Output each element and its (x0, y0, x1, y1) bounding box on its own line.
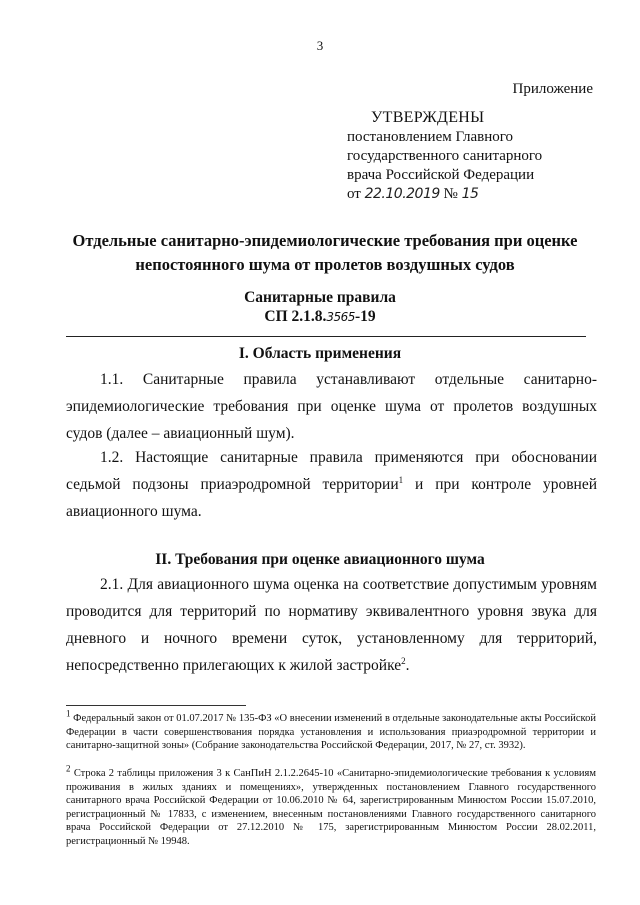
approved-stamp-text: УТВЕРЖДЕНЫ (371, 109, 485, 126)
footnote-1 (66, 708, 596, 753)
paragraph-2-1-text: 2.1. Для авиационного шума оценка на соответствие допустимым уровням проводится для территорий по нормативу эквивалентного уровня звука для дневного и ночного времени суток, установленному для территорий, непосредственно прилегающих к жилой застройке (66, 576, 597, 674)
handwritten-number: 15 (461, 186, 479, 202)
handwritten-date: 22.10.2019 (364, 186, 440, 202)
footnote-ref-1: 1 (398, 474, 404, 485)
paragraph-1-2 (66, 444, 597, 525)
footnote-2 (66, 763, 596, 848)
footnote-2-text: Строка 2 таблицы приложения 3 к СанПиН 2.1.2.2645-10 «Санитарно-эпидемиологические требования к условиям проживания в жилых зданиях и помещениях», утвержденных постановлением Главного государственного санитарного врача Российской Федерации от 10.06.2010 № 64, зарегистрированным Минюстом России 15.07.2010, регистрационный № 17833, с изменением, внесенным постановлениями Главного государственного санитарного врача Российской Федерации от 27.12.2010 № 175, зарегистрированным Минюстом России 28.02.2011, регистрационный № 19948. (66, 768, 596, 847)
paragraph-2-1-text-end: . (405, 657, 410, 674)
approval-line-3: врача Российской Федерации (347, 167, 535, 183)
appendix-label: Приложение (512, 81, 593, 97)
footnote-ref-2: 2 (401, 655, 406, 666)
date-prefix: от (347, 186, 361, 202)
rules-type: Санитарные правила (244, 289, 396, 306)
footnote-1-mark: 1 (66, 708, 71, 719)
footnote-divider (66, 705, 246, 706)
approval-line-1: постановлением Главного (347, 129, 514, 145)
paragraph-1-2-text-end: и при контроле уровней авиационного шума. (66, 476, 597, 520)
footnote-1-text: Федеральный закон от 01.07.2017 № 135-ФЗ «О внесении изменений в отдельные законодательные акты Российской Федерации в части совершенствования порядка установления и использования приаэродромной территории и санитарно-защитной зоны» (Собрание законодательства Российской Федерации, 2017, № 27, ст. 3932). (66, 713, 596, 751)
paragraph-1-2-text: 1.2. Настоящие санитарные правила применяются при обосновании седьмой подзоны приаэродромной территории (66, 449, 597, 493)
rules-code (0, 307, 640, 327)
rules-code-suffix: -19 (354, 308, 376, 325)
rules-code-prefix: СП 2.1.8. (264, 308, 327, 325)
section-2-heading: II. Требования при оценке авиационного шума (155, 551, 485, 568)
horizontal-divider (66, 336, 586, 337)
paragraph-1-1 (66, 366, 597, 447)
number-prefix: № (443, 186, 458, 202)
footnote-2-mark: 2 (66, 763, 71, 774)
paragraph-1-1-text: 1.1. Санитарные правила устанавливают отдельные санитарно-эпидемиологические требования при оценке шума от пролетов воздушных судов (далее – авиационный шум). (66, 371, 597, 442)
approval-block (347, 108, 542, 204)
paragraph-2-1 (66, 571, 597, 679)
document-title: Отдельные санитарно-эпидемиологические требования при оценке непостоянного шума от пролетов воздушных судов (72, 231, 578, 274)
handwritten-code-number: 3565 (326, 310, 355, 324)
section-1-heading: I. Область применения (238, 345, 402, 362)
rules-type-block (0, 288, 640, 327)
page-number: 3 (316, 38, 324, 53)
approval-date-line (347, 185, 542, 204)
approval-line-2: государственного санитарного (347, 148, 543, 164)
